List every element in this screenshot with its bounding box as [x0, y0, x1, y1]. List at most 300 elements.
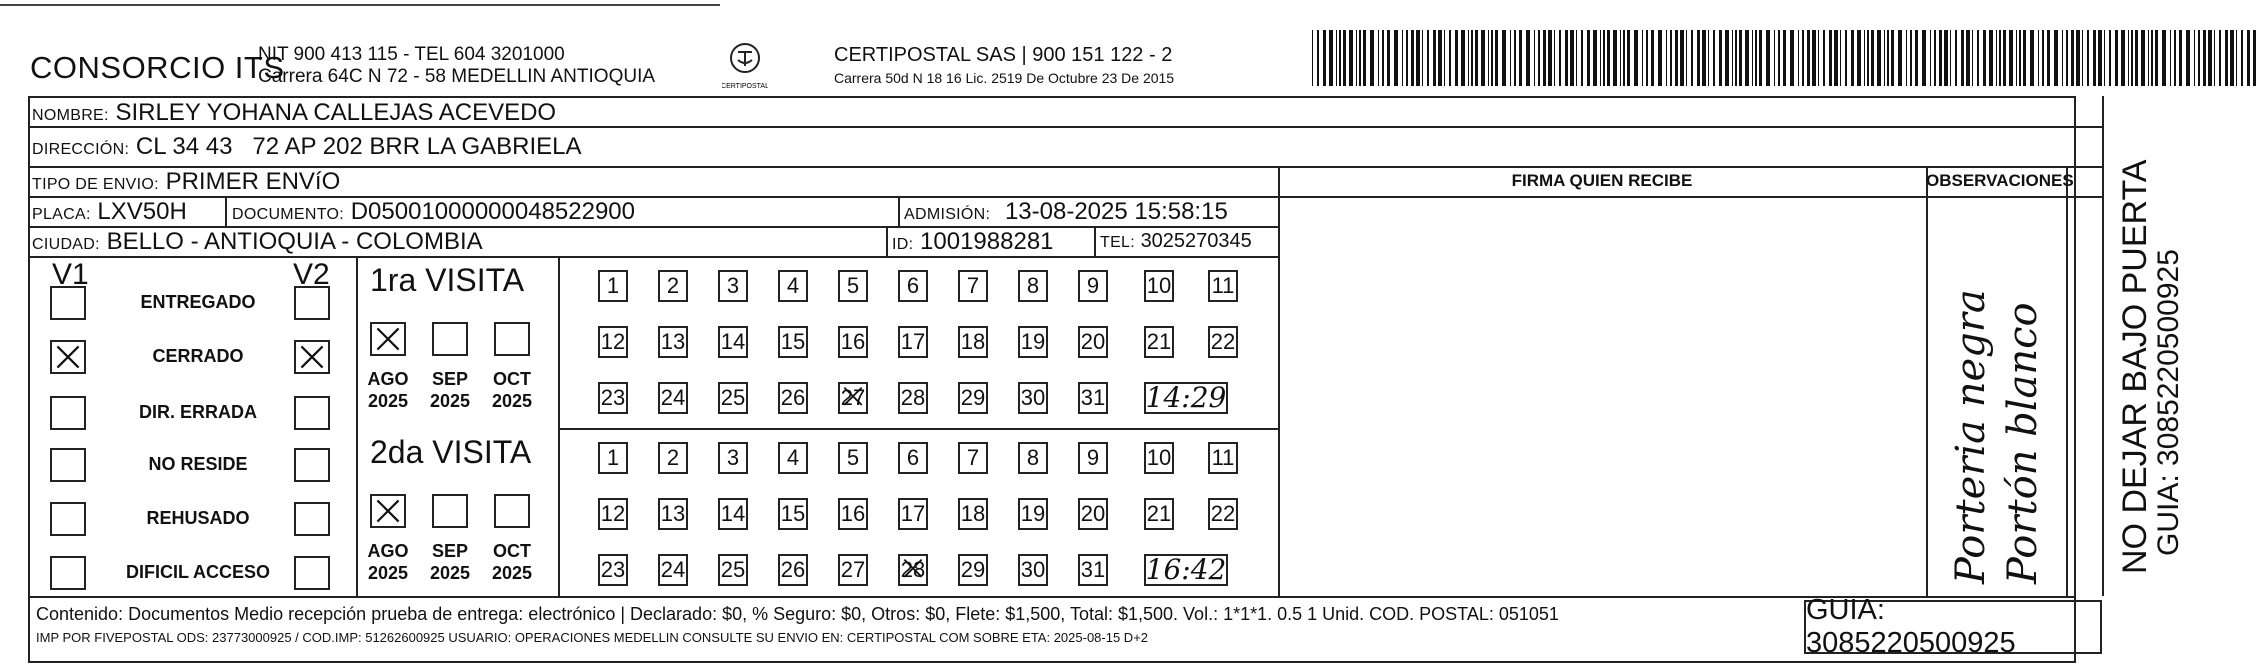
barcode-bar [1922, 30, 1926, 86]
barcode-bar [1658, 30, 1662, 86]
barcode-bar [2082, 30, 2083, 86]
barcode-bar [1732, 30, 1733, 86]
day-box[interactable]: 12 [598, 498, 628, 530]
id-row [892, 228, 1054, 256]
barcode-bar [1845, 30, 1847, 86]
x-mark-icon [372, 324, 404, 354]
status-v2-checkbox[interactable] [294, 340, 330, 374]
day-box[interactable]: 14 [718, 498, 748, 530]
barcode-bar [1336, 30, 1337, 86]
day-box[interactable]: 8 [1018, 442, 1048, 474]
status-label: NO RESIDE [148, 454, 248, 474]
day-box[interactable]: 18 [958, 498, 988, 530]
barcode-bar [1675, 30, 1678, 86]
barcode-bar [1752, 30, 1753, 86]
barcode-bar [1774, 30, 1775, 86]
day-box[interactable]: 9 [1078, 270, 1108, 302]
day-box[interactable]: 16 [838, 326, 868, 358]
day-box[interactable]: 3 [718, 270, 748, 302]
barcode-bar [1898, 30, 1902, 86]
day-box[interactable]: 11 [1208, 442, 1238, 474]
placa-row [32, 198, 187, 226]
visit-time[interactable]: 14:29 [1145, 381, 1227, 414]
id-value: 1001988281 [920, 228, 1054, 255]
tipo-row [32, 168, 340, 196]
observacion-handwritten-2: Portón blanco [2000, 302, 2046, 584]
barcode-bar [1910, 30, 1912, 86]
barcode-bar [2023, 30, 2026, 86]
barcode-bar [2170, 30, 2171, 86]
tel-value: 3025270345 [1140, 230, 1252, 252]
footer-contenido: Contenido: Documentos Medio recepción prueba de entrega: electrónico | Declarado: $0, % Seguro: $0, Otros: $0, Flete: $1,500, Total: $1,500. Vol.: 1*1*1. 0.5 1 Unid. COD. POSTAL: 051051 [36, 604, 1559, 624]
barcode-bar [1950, 30, 1951, 86]
barcode-bar [1999, 30, 2001, 86]
status-v2-checkbox[interactable] [294, 448, 330, 482]
day-box[interactable]: 6 [898, 270, 928, 302]
month-year: 2025 [491, 391, 533, 411]
barcode-bar [1502, 30, 1506, 86]
ciudad-value: BELLO - ANTIOQUIA - COLOMBIA [106, 228, 483, 255]
barcode-bar [1543, 30, 1546, 86]
footer-imp: IMP POR FIVEPOSTAL ODS: 23773000925 / COD.IMP: 51262600925 USUARIO: OPERACIONES MEDELLIN CONSULTE SU ENVIO EN: CERTIPOSTAL COM SOBRE ETA: 2025-08-15 D+2 [36, 630, 1149, 645]
day-box[interactable]: 31 [1078, 382, 1108, 414]
day-box[interactable]: 8 [1018, 270, 1048, 302]
barcode-bar [1317, 30, 1319, 86]
tel-label: TEL: [1100, 234, 1135, 251]
barcode-bar [2016, 30, 2017, 86]
barcode-bar [1471, 30, 1473, 86]
day-box[interactable]: 28 [898, 382, 928, 414]
status-v1-checkbox[interactable] [50, 340, 86, 374]
barcode-bar [1651, 30, 1654, 86]
day-box[interactable]: 29 [958, 382, 988, 414]
day-box[interactable]: 24 [658, 382, 688, 414]
day-box[interactable]: 31 [1078, 554, 1108, 586]
barcode-bar [2003, 30, 2006, 86]
barcode-bar [1613, 30, 1617, 86]
day-box[interactable]: 7 [958, 442, 988, 474]
barcode-bar [1349, 30, 1353, 86]
day-box[interactable]: 24 [658, 554, 688, 586]
barcode-bar [2071, 30, 2074, 86]
barcode-bar [1468, 30, 1469, 86]
barcode-bar [1977, 30, 1979, 86]
barcode-bar [1745, 30, 1749, 86]
barcode-bar [1989, 30, 1993, 86]
tipo-label: TIPO DE ENVIO: [32, 176, 159, 193]
day-box[interactable]: 17 [898, 326, 928, 358]
barcode-bar [2208, 30, 2212, 86]
month-year: 2025 [429, 391, 471, 411]
barcode-bar [1363, 30, 1366, 86]
admision-label: ADMISIÓN: [904, 206, 991, 223]
status-v1-checkbox[interactable] [50, 396, 86, 430]
barcode-bar [1444, 30, 1445, 86]
day-box[interactable]: 19 [1018, 326, 1048, 358]
status-v2-checkbox[interactable] [294, 556, 330, 590]
barcode-bar [2241, 30, 2243, 86]
barcode-bar [1370, 30, 1374, 86]
barcode-bar [2030, 30, 2034, 86]
barcode-bar [1394, 30, 1398, 86]
barcode-bar [2062, 30, 2063, 86]
barcode-bar [1475, 30, 1478, 86]
barcode-bar [2076, 30, 2080, 86]
barcode-bar [1887, 30, 1889, 86]
barcode-bar [1481, 30, 1485, 86]
documento-value: D05001000000048522900 [350, 198, 636, 225]
ciudad-row [32, 228, 483, 256]
barcode-bar [1778, 30, 1780, 86]
barcode-bar [1491, 30, 1493, 86]
documento-row [232, 198, 635, 226]
day-box[interactable]: 21 [1144, 326, 1174, 358]
barcode-bar [1519, 30, 1522, 86]
barcode-bar [2236, 30, 2237, 86]
month-label [484, 540, 540, 584]
day-box[interactable]: 14 [718, 326, 748, 358]
barcode-bar [2162, 30, 2166, 86]
day-box[interactable]: 21 [1144, 498, 1174, 530]
side-warning: NO DEJAR BAJO PUERTA [2116, 159, 2154, 574]
status-label: DIR. ERRADA [138, 402, 257, 422]
barcode-bar [2093, 30, 2096, 86]
col-divider [886, 226, 888, 256]
visit-title: 2da VISITA [370, 434, 532, 470]
barcode-bar [1593, 30, 1597, 86]
documento-label: DOCUMENTO: [232, 206, 345, 223]
barcode-bar [1402, 30, 1403, 86]
status-v1-checkbox[interactable] [50, 448, 86, 482]
status-v2-checkbox[interactable] [294, 396, 330, 430]
day-box[interactable]: 12 [598, 326, 628, 358]
admision-value: 13-08-2025 15:58:15 [1004, 198, 1228, 225]
month-checkbox[interactable] [494, 322, 530, 356]
month-checkbox[interactable] [432, 494, 468, 528]
month-checkbox[interactable] [370, 494, 406, 528]
barcode-bar [1581, 30, 1583, 86]
placa-label: PLACA: [32, 206, 91, 223]
status-label: ENTREGADO [140, 292, 256, 312]
barcode-bar [2019, 30, 2021, 86]
day-mark [900, 556, 926, 584]
month-checkbox[interactable] [370, 322, 406, 356]
col-divider [2102, 96, 2104, 596]
barcode-bar [1829, 30, 1832, 86]
barcode-bar [1884, 30, 1885, 86]
barcode-bar [1755, 30, 1757, 86]
x-mark-icon [372, 496, 404, 526]
direccion-value: CL 34 43 72 AP 202 BRR LA GABRIELA [135, 133, 582, 160]
barcode-bar [2038, 30, 2039, 86]
col-divider [2066, 166, 2068, 596]
day-box[interactable]: 3 [718, 442, 748, 474]
barcode-bar [1623, 30, 1625, 86]
barcode-bar [2225, 30, 2228, 86]
barcode-bar [2155, 30, 2158, 86]
barcode-bar [2135, 30, 2138, 86]
barcode-bar [1356, 30, 1357, 86]
barcode-bar [1416, 30, 1420, 86]
day-box[interactable]: 1 [598, 270, 628, 302]
day-box[interactable]: 13 [658, 326, 688, 358]
barcode-bar [1783, 30, 1786, 86]
barcode-bar [1378, 30, 1379, 86]
barcode-bar [1944, 30, 1948, 86]
col-divider [898, 196, 900, 226]
day-box[interactable]: 26 [778, 382, 808, 414]
day-box[interactable]: 10 [1144, 270, 1174, 302]
day-box[interactable]: 4 [778, 442, 808, 474]
firma-header: FIRMA QUIEN RECIBE [1511, 171, 1693, 190]
barcode-bar [1713, 30, 1715, 86]
barcode-bar [1955, 30, 1957, 86]
visit-title: 1ra VISITA [370, 262, 525, 298]
row-divider [28, 596, 2076, 598]
barcode-bar [1510, 30, 1511, 86]
observaciones-header: OBSERVACIONES [1926, 171, 2074, 190]
status-v1-checkbox[interactable] [50, 286, 86, 320]
day-box[interactable]: 11 [1208, 270, 1238, 302]
day-box[interactable]: 1 [598, 442, 628, 474]
barcode-bar [1382, 30, 1384, 86]
logo-text: CERTIPOSTAL [722, 83, 768, 90]
barcode-bar [1961, 30, 1964, 86]
company-nit: NIT 900 413 115 - TEL 604 3201000 [258, 44, 565, 65]
month-name: AGO [367, 541, 409, 561]
status-v1-checkbox[interactable] [50, 502, 86, 536]
day-box[interactable]: 22 [1208, 326, 1238, 358]
barcode-bar [1759, 30, 1762, 86]
barcode-bar [1534, 30, 1535, 86]
barcode-bar [2247, 30, 2250, 86]
barcode-bar [1526, 30, 1530, 86]
direccion-row [32, 133, 582, 161]
admision-row [904, 198, 1228, 226]
barcode-bar [1603, 30, 1605, 86]
side-guia: GUIA: 3085220500925 [2152, 249, 2185, 556]
placa-value: LXV50H [97, 198, 187, 225]
barcode-bar [1565, 30, 1568, 86]
id-label: ID: [892, 236, 914, 253]
barcode-bar [1433, 30, 1436, 86]
certipostal-sub: Carrera 50d N 18 16 Lic. 2519 De Octubre 23 De 2015 [834, 70, 1175, 86]
barcode-bar [1790, 30, 1794, 86]
day-box[interactable]: 16 [838, 498, 868, 530]
month-label [484, 368, 540, 412]
barcode-bar [1966, 30, 1970, 86]
day-box[interactable]: 30 [1018, 554, 1048, 586]
day-box[interactable]: 25 [718, 554, 748, 586]
day-box[interactable]: 30 [1018, 382, 1048, 414]
barcode-bar [1857, 30, 1861, 86]
barcode-bar [1802, 30, 1804, 86]
barcode-bar [1691, 30, 1693, 86]
day-box[interactable]: 13 [658, 498, 688, 530]
barcode-bar [1312, 30, 1313, 86]
month-checkbox[interactable] [432, 322, 468, 356]
day-box[interactable]: 25 [718, 382, 748, 414]
day-box[interactable]: 10 [1144, 442, 1174, 474]
barcode-bar [1915, 30, 1918, 86]
day-box[interactable]: 6 [898, 442, 928, 474]
ciudad-label: CIUDAD: [32, 236, 100, 253]
barcode-bar [1323, 30, 1326, 86]
v2-label: V2 [293, 258, 330, 291]
day-box[interactable]: 18 [958, 326, 988, 358]
barcode-bar [1455, 30, 1458, 86]
barcode-bar [1939, 30, 1942, 86]
barcode-bar [1934, 30, 1936, 86]
month-name: OCT [493, 541, 531, 561]
tipo-value: PRIMER ENVíO [165, 168, 341, 195]
barcode-bar [1697, 30, 1700, 86]
barcode-bar [1576, 30, 1577, 86]
barcode-bar [2179, 30, 2182, 86]
month-name: SEP [431, 369, 469, 389]
month-year: 2025 [491, 563, 533, 583]
barcode-bar [2128, 30, 2129, 86]
barcode-bar [1708, 30, 1709, 86]
certipostal-line: CERTIPOSTAL SAS | 900 151 122 - 2 [834, 44, 1173, 66]
x-mark-icon [52, 342, 84, 372]
barcode-bar [1607, 30, 1610, 86]
barcode-bar [2098, 30, 2102, 86]
barcode-bar [1438, 30, 1442, 86]
barcode-bar [1823, 30, 1825, 86]
col-divider [558, 256, 560, 596]
barcode-bar [1514, 30, 1516, 86]
day-box[interactable]: 29 [958, 554, 988, 586]
row-divider [558, 428, 1278, 430]
day-box[interactable]: 27 [838, 554, 868, 586]
barcode-bar [1686, 30, 1687, 86]
barcode-bar [1587, 30, 1590, 86]
status-v2-checkbox[interactable] [294, 286, 330, 320]
barcode-bar [1538, 30, 1540, 86]
barcode-bar [1339, 30, 1341, 86]
barcode-bar [1812, 30, 1816, 86]
nombre-label: NOMBRE: [32, 107, 109, 124]
barcode-bar [1646, 30, 1648, 86]
day-box-marked[interactable]: 27 [838, 382, 868, 414]
day-box[interactable]: 23 [598, 554, 628, 586]
barcode-bar [1680, 30, 1684, 86]
col-divider [1926, 166, 1928, 596]
day-box[interactable]: 17 [898, 498, 928, 530]
observacion-handwritten-1: Porteria negra [1948, 289, 1994, 584]
barcode-bar [2230, 30, 2234, 86]
barcode-bar [2104, 30, 2105, 86]
barcode-bar [2047, 30, 2050, 86]
guia-box: GUIA: 3085220500925 [1804, 600, 2102, 654]
month-label [422, 540, 478, 584]
barcode-bar [2174, 30, 2176, 86]
barcode-bar [2219, 30, 2221, 86]
month-checkbox[interactable] [494, 494, 530, 528]
barcode-bar [1666, 30, 1667, 86]
barcode-bar [1719, 30, 1722, 86]
barcode-bar [1877, 30, 1881, 86]
barcode-bar [2141, 30, 2145, 86]
barcode-bar [1670, 30, 1672, 86]
day-box[interactable]: 20 [1078, 326, 1108, 358]
barcode-bar [2121, 30, 2125, 86]
day-box[interactable]: 4 [778, 270, 808, 302]
barcode-bar [1864, 30, 1865, 86]
day-box[interactable]: 2 [658, 442, 688, 474]
barcode-bar [1411, 30, 1414, 86]
day-box[interactable]: 5 [838, 270, 868, 302]
day-box[interactable]: 7 [958, 270, 988, 302]
barcode-bar [1642, 30, 1643, 86]
status-v1-checkbox[interactable] [50, 556, 86, 590]
barcode-bar [1387, 30, 1390, 86]
day-box[interactable]: 2 [658, 270, 688, 302]
visit-time[interactable]: 16:42 [1145, 553, 1227, 586]
month-year: 2025 [429, 563, 471, 583]
barcode-bar [1891, 30, 1894, 86]
barcode-bar [1867, 30, 1869, 86]
day-box[interactable]: 9 [1078, 442, 1108, 474]
day-box-marked[interactable]: 28 [898, 554, 928, 586]
day-box[interactable]: 15 [778, 498, 808, 530]
barcode-bar [1739, 30, 1742, 86]
day-box[interactable]: 20 [1078, 498, 1108, 530]
barcode-bar [2148, 30, 2149, 86]
x-mark-icon [900, 556, 926, 581]
barcode-bar [1996, 30, 1997, 86]
nombre-value: SIRLEY YOHANA CALLEJAS ACEVEDO [115, 99, 557, 126]
barcode-bar [1702, 30, 1706, 86]
status-v2-checkbox[interactable] [294, 502, 330, 536]
barcode-bar [1906, 30, 1907, 86]
nombre-row [32, 99, 556, 127]
barcode-bar [1548, 30, 1552, 86]
col-divider [1278, 166, 1280, 596]
tel-row [1100, 230, 1252, 253]
barcode-bar [1620, 30, 1621, 86]
barcode-bar [1495, 30, 1498, 86]
day-box[interactable]: 22 [1208, 498, 1238, 530]
barcode-bar [2066, 30, 2068, 86]
day-box[interactable]: 15 [778, 326, 808, 358]
barcode-bar [2109, 30, 2111, 86]
company-address: Carrera 64C N 72 - 58 MEDELLIN ANTIOQUIA [258, 66, 656, 87]
barcode-bar [2186, 30, 2190, 86]
top-rule [0, 4, 720, 6]
day-box[interactable]: 19 [1018, 498, 1048, 530]
month-label [360, 540, 416, 584]
day-box[interactable]: 23 [598, 382, 628, 414]
month-year: 2025 [367, 563, 409, 583]
barcode-bar [1600, 30, 1601, 86]
barcode-bar [1930, 30, 1931, 86]
day-box[interactable]: 5 [838, 442, 868, 474]
barcode-bar [1329, 30, 1333, 86]
barcode-bar [1488, 30, 1489, 86]
month-label [422, 368, 478, 412]
barcode-bar [2087, 30, 2089, 86]
day-box[interactable]: 26 [778, 554, 808, 586]
row-divider [1926, 196, 2068, 198]
barcode-bar [1406, 30, 1408, 86]
barcode-bar [1834, 30, 1838, 86]
certipostal-logo [722, 38, 768, 94]
status-label: REHUSADO [146, 508, 250, 528]
barcode-bar [1983, 30, 1986, 86]
barcode-bar [1427, 30, 1429, 86]
